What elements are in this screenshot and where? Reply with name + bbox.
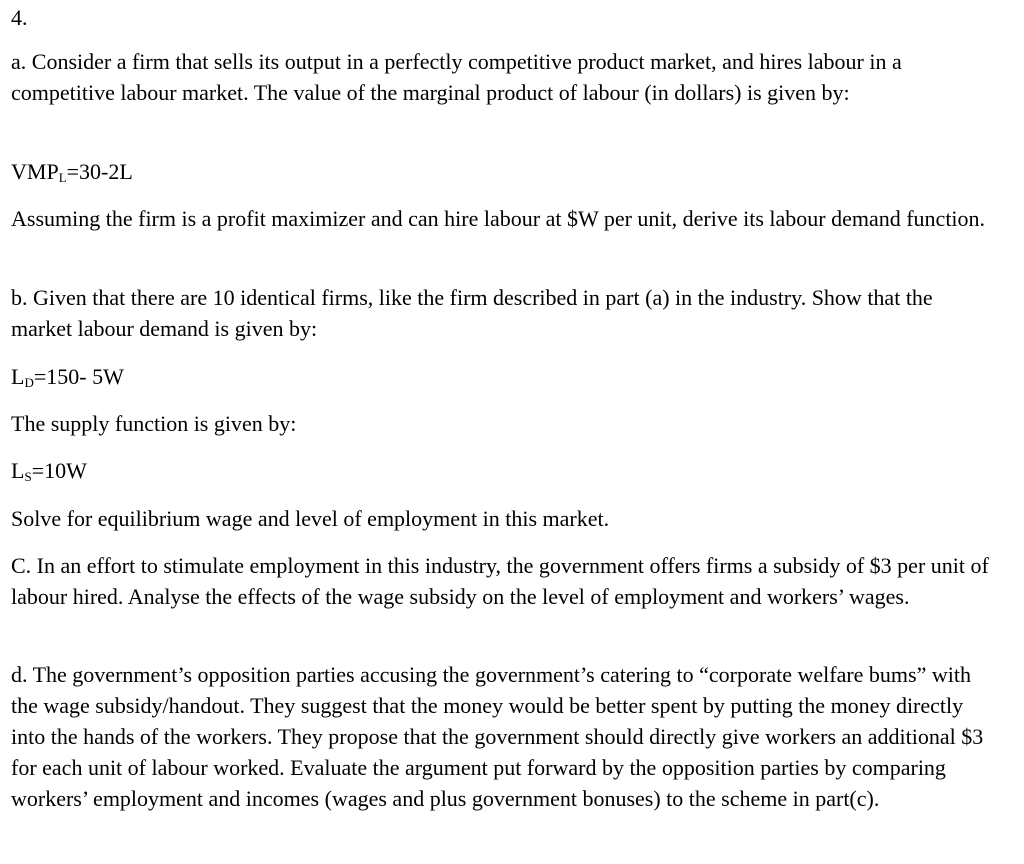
vmp-equation-subscript: L <box>58 170 67 185</box>
part-a-text: a. Consider a firm that sells its output in a perfectly competitive product market, and hires labour in a competitive labour market. The value of the marginal product of labour (in dollars) is given by: <box>11 49 902 105</box>
vmp-equation-lhs: VMP <box>11 159 59 184</box>
part-a-instruction: Assuming the firm is a profit maximizer and can hire labour at $W per unit, derive its labour demand function. <box>11 206 986 231</box>
question-number: 4. <box>11 5 28 30</box>
vmp-equation-rhs: =30-2L <box>66 159 133 184</box>
demand-equation-rhs: =150- 5W <box>33 364 124 389</box>
part-c-text: C. In an effort to stimulate employment in this industry, the government offers firms a subsidy of $3 per unit of labour hired. Analyse the effects of the wage subsidy on the level of employment and workers’ wages. <box>11 553 989 609</box>
supply-equation <box>11 455 87 489</box>
supply-equation-subscript: S <box>24 469 32 484</box>
part-b-instruction: Solve for equilibrium wage and level of employment in this market. <box>11 506 610 531</box>
demand-equation-subscript: D <box>24 375 34 390</box>
part-b-text: b. Given that there are 10 identical firms, like the firm described in part (a) in the industry. Show that the market labour demand is given by: <box>11 285 933 341</box>
supply-intro: The supply function is given by: <box>11 411 297 436</box>
supply-equation-rhs: =10W <box>31 458 87 483</box>
part-d-text: d. The government’s opposition parties accusing the government’s catering to “corporate welfare bums” with the wage subsidy/handout. They suggest that the money would be better spent by putting the money directly into the hands of the workers. They propose that the government should directly give workers an additional $3 for each unit of labour worked. Evaluate the argument put forward by the opposition parties by comparing workers’ employment and incomes (wages and plus government bonuses) to the scheme in part(c). <box>11 662 984 811</box>
supply-equation-lhs: L <box>11 458 25 483</box>
demand-equation-lhs: L <box>11 364 25 389</box>
vmp-equation <box>11 156 133 190</box>
demand-equation <box>11 361 124 395</box>
